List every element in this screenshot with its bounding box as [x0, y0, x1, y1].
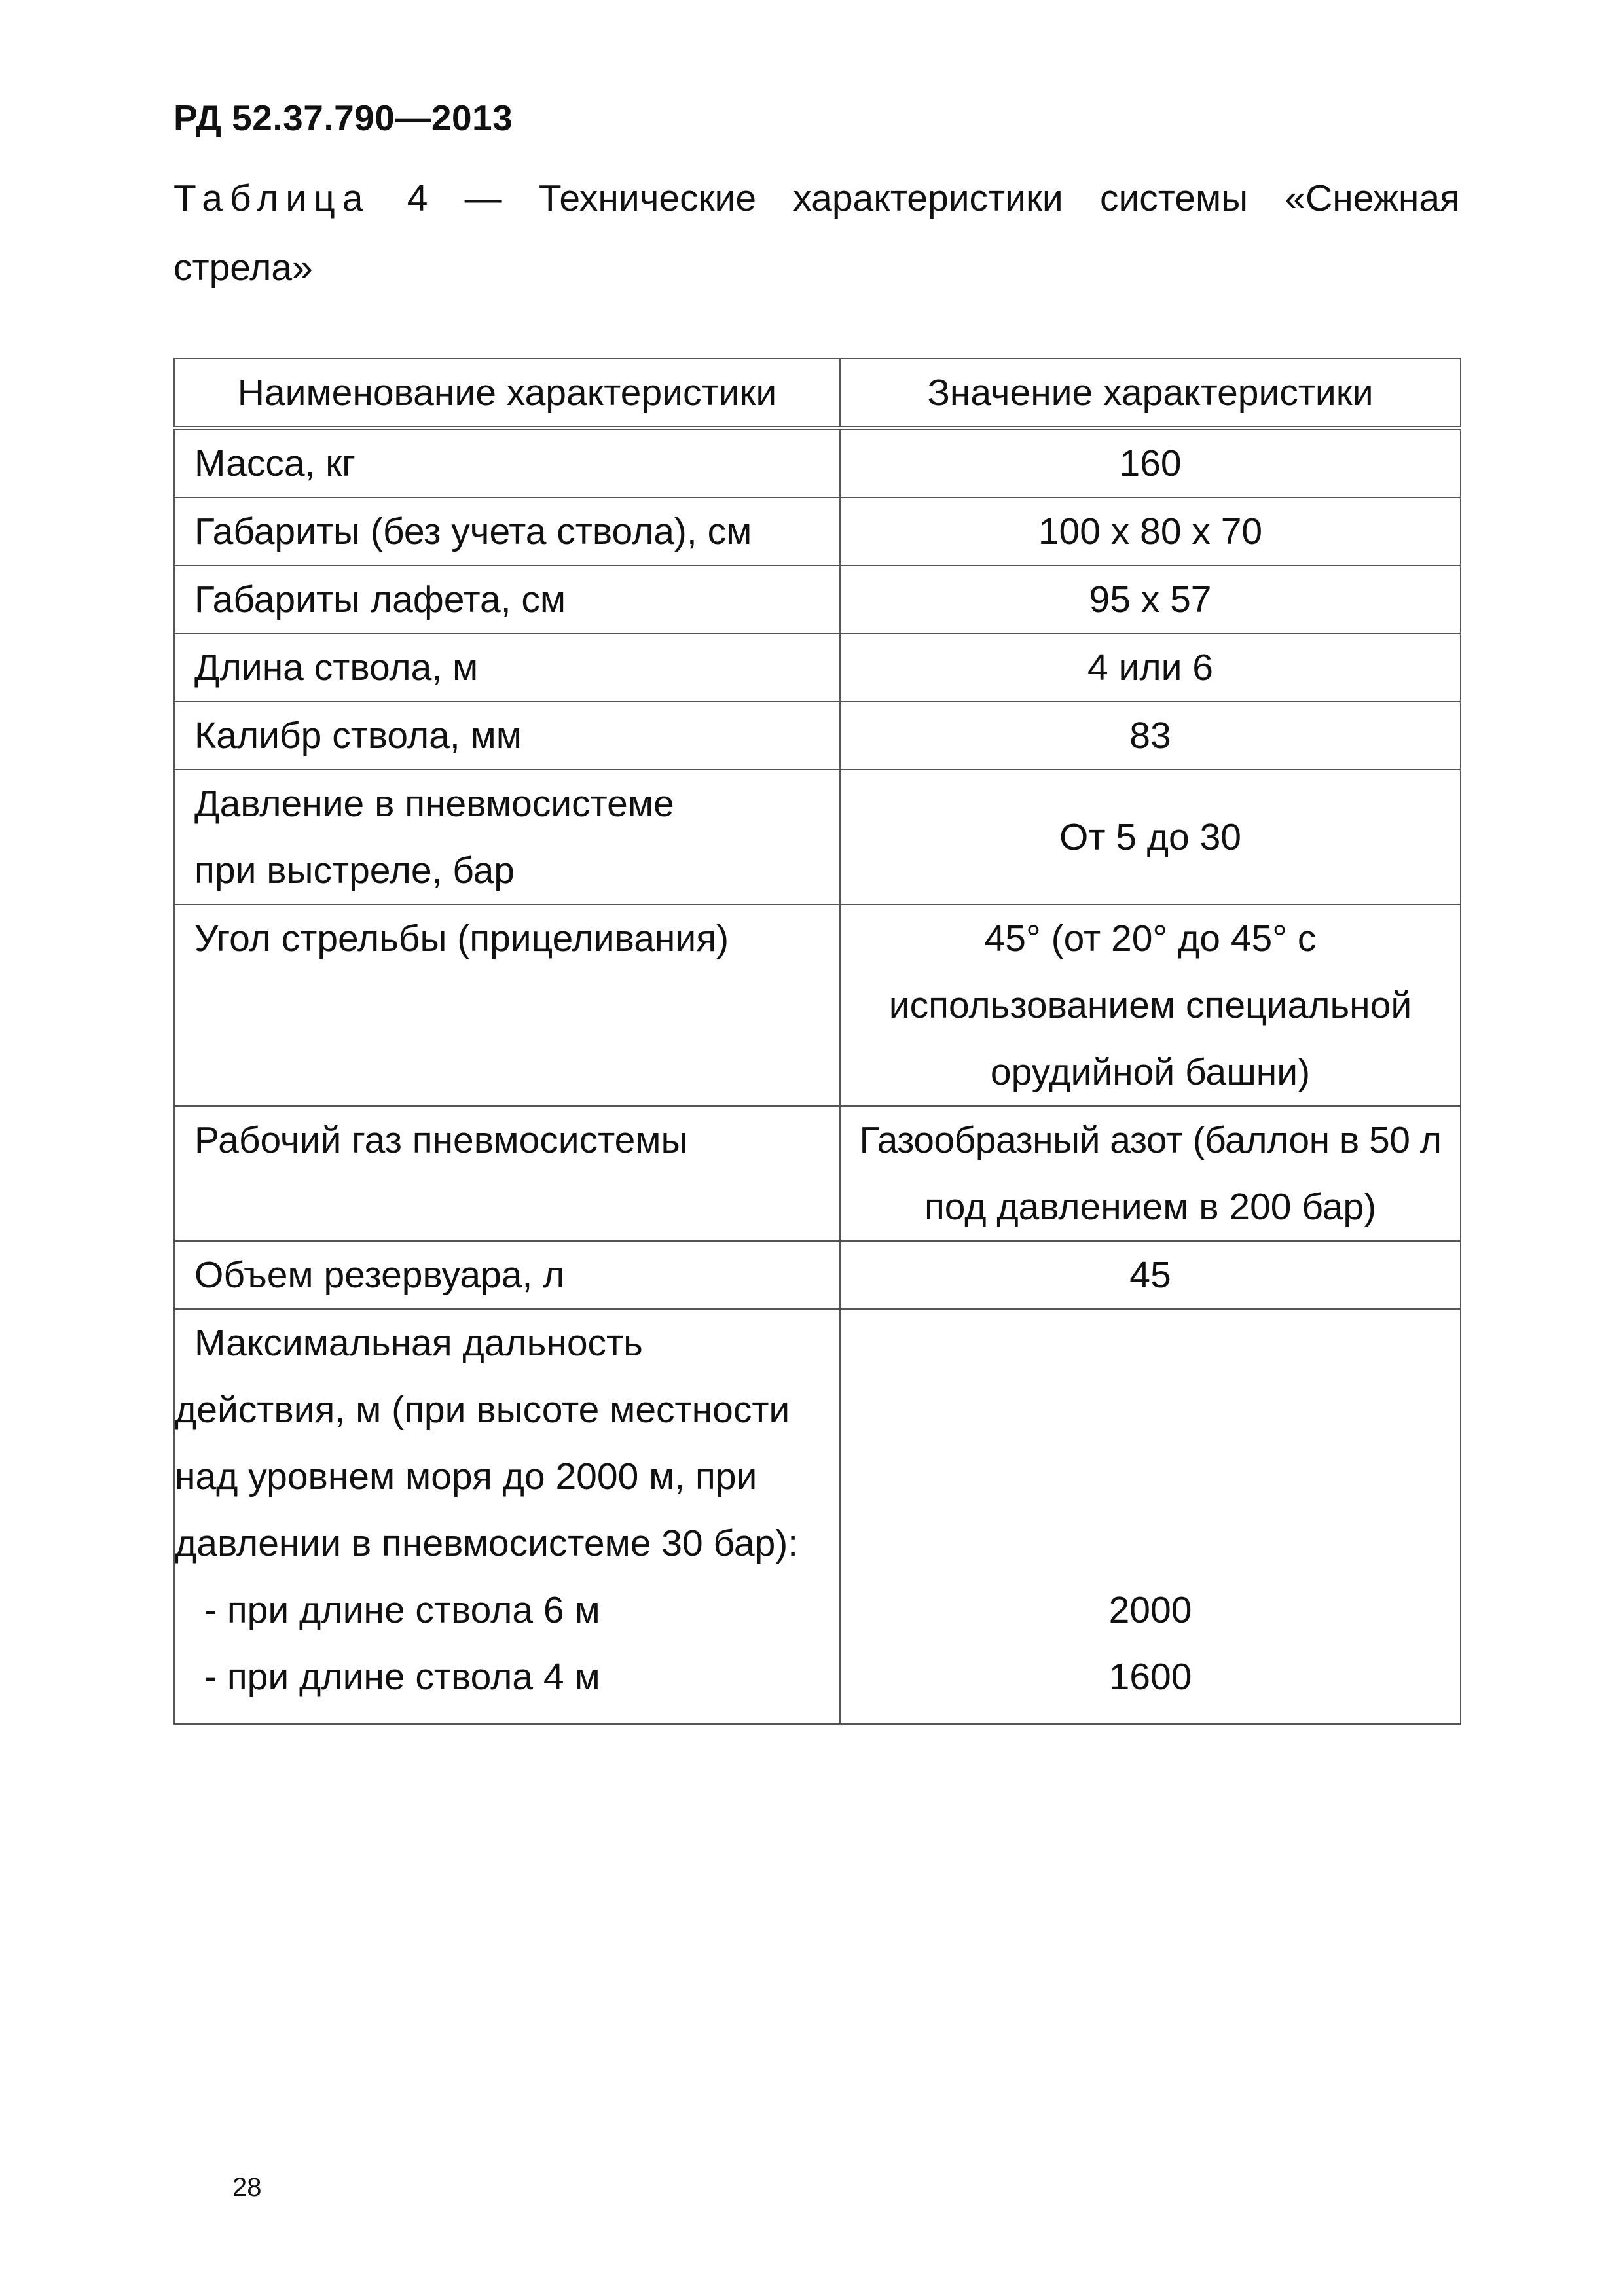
characteristic-name-line: Длина ствола, м: [194, 647, 479, 689]
characteristic-name: [174, 565, 840, 634]
characteristic-name-line: Масса, кг: [194, 442, 356, 484]
table-body: [174, 428, 1461, 1724]
header-characteristic-name: Наименование характеристики: [174, 359, 840, 428]
characteristic-name: [174, 905, 840, 1106]
range-sub-item-value: 1600: [1108, 1656, 1192, 1698]
characteristic-name-line: при выстреле, бар: [194, 850, 515, 891]
characteristic-value: [840, 905, 1461, 1106]
characteristic-value-line: 95 х 57: [1089, 579, 1212, 620]
caption-line-2: стрела»: [173, 247, 313, 289]
characteristic-value-line: орудийной башни): [990, 1051, 1311, 1093]
characteristic-value-line: 160: [1119, 442, 1182, 484]
caption-word: «Снежная: [1285, 177, 1460, 219]
table-row: [174, 497, 1461, 565]
characteristic-name-line: Габариты (без учета ствола), см: [194, 511, 752, 552]
characteristic-name: [174, 1241, 840, 1309]
specifications-table: [173, 358, 1461, 1725]
characteristic-value-line: 100 х 80 х 70: [1038, 511, 1263, 552]
characteristic-name-line: Калибр ствола, мм: [194, 715, 522, 757]
characteristic-value: [840, 1106, 1461, 1241]
characteristic-name: [174, 1106, 840, 1241]
table-row: [174, 634, 1461, 702]
caption-line-1: [173, 164, 1460, 233]
table-row: [174, 565, 1461, 634]
characteristic-value: [840, 634, 1461, 702]
characteristic-value: [840, 497, 1461, 565]
characteristic-value: [840, 1309, 1461, 1724]
characteristic-value: [840, 770, 1461, 905]
characteristic-value-line: 45° (от 20° до 45° с: [984, 918, 1317, 960]
table-row: [174, 702, 1461, 770]
table-row: [174, 1106, 1461, 1241]
characteristic-name-line: Максимальная дальность: [194, 1322, 643, 1364]
caption-label: Таблица: [173, 177, 371, 219]
caption-word: системы: [1099, 177, 1249, 219]
caption-word: характеристики: [793, 177, 1063, 219]
range-sub-item-label: - при длине ствола 4 м: [204, 1656, 600, 1698]
table-row: [174, 1241, 1461, 1309]
table-row: [174, 428, 1461, 497]
characteristic-name-line: давлении в пневмосистеме 30 бар):: [175, 1522, 799, 1564]
characteristic-value: [840, 428, 1461, 497]
characteristic-name: [174, 702, 840, 770]
characteristic-value-line: 45: [1129, 1254, 1171, 1296]
characteristic-name-line: Давление в пневмосистеме: [194, 783, 674, 825]
range-sub-item-value: 2000: [1108, 1589, 1192, 1631]
characteristic-value-line: 83: [1129, 715, 1171, 757]
characteristic-value-line: использованием специальной: [888, 984, 1412, 1026]
document-code: РД 52.37.790—2013: [173, 98, 513, 138]
table-caption: [173, 164, 1460, 302]
characteristic-name-line: Объем резервуара, л: [194, 1254, 565, 1296]
range-sub-item-label: - при длине ствола 6 м: [204, 1589, 600, 1631]
characteristic-value-line: под давлением в 200 бар): [924, 1186, 1377, 1228]
caption-dash: —: [464, 177, 502, 219]
caption-number: 4: [407, 177, 428, 219]
characteristic-name: [174, 428, 840, 497]
characteristic-value: [840, 702, 1461, 770]
characteristic-value-line: Газообразный азот (баллон в 50 л: [859, 1119, 1442, 1161]
characteristic-name-line: Габариты лафета, см: [194, 579, 566, 620]
header-characteristic-value: Значение характеристики: [840, 359, 1461, 428]
characteristic-name: [174, 497, 840, 565]
characteristic-name-line: Угол стрельбы (прицеливания): [194, 918, 729, 960]
characteristic-name-line: действия, м (при высоте местности: [175, 1389, 790, 1431]
characteristic-name: [174, 1309, 840, 1724]
characteristic-value: [840, 565, 1461, 634]
characteristic-name: [174, 770, 840, 905]
characteristic-value-line: От 5 до 30: [1059, 816, 1241, 858]
characteristic-value: [840, 1241, 1461, 1309]
table-header-row: [174, 359, 1461, 428]
table-row: [174, 905, 1461, 1106]
characteristic-name-line: над уровнем моря до 2000 м, при: [175, 1456, 757, 1498]
table-row: [174, 770, 1461, 905]
characteristic-value-line: 4 или 6: [1087, 647, 1213, 689]
characteristic-name-line: Рабочий газ пневмосистемы: [194, 1119, 688, 1161]
caption-word: Технические: [538, 177, 757, 219]
characteristic-name: [174, 634, 840, 702]
page-number: 28: [232, 2173, 262, 2202]
table-row-max-range: [174, 1309, 1461, 1724]
